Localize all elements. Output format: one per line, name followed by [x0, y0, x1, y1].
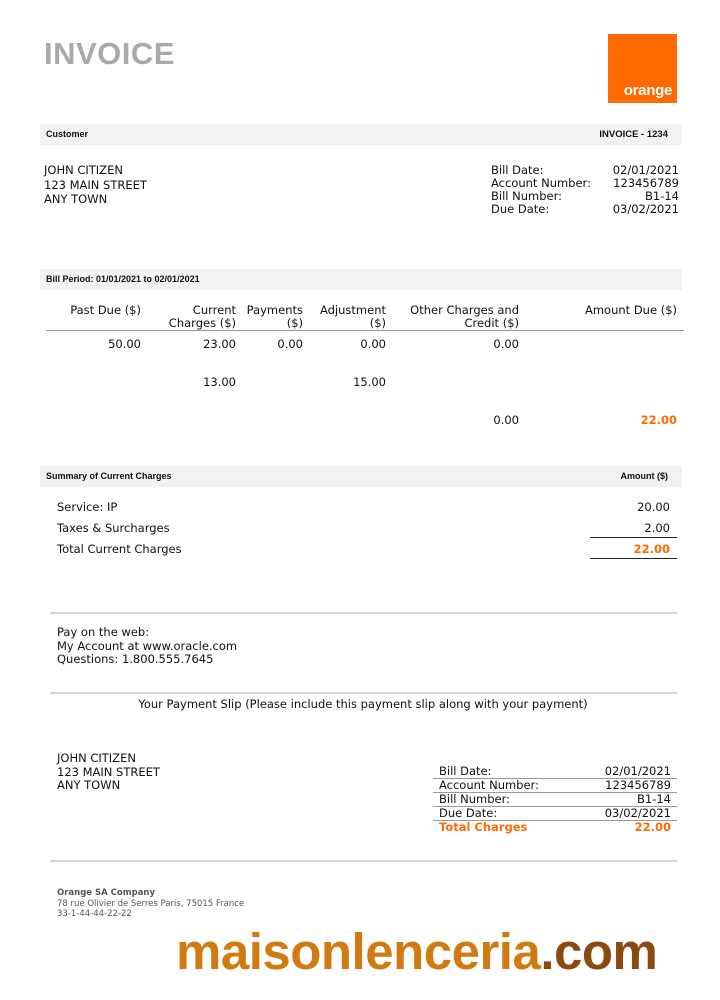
due-date-value: 03/02/2021	[612, 202, 679, 216]
summary-item-label: Service: IP	[57, 500, 118, 514]
account-number-value: 123456789	[613, 176, 679, 190]
company-name: Orange SA Company	[57, 888, 156, 898]
bill-period-bar	[40, 269, 682, 290]
total-bottom-rule	[590, 558, 677, 559]
col-past-due	[40, 304, 141, 317]
col-header-text: Other Charges and	[410, 303, 519, 317]
due-date-label: Due Date:	[491, 202, 550, 216]
bill-info-row	[491, 202, 679, 216]
slip-row-value: 123456789	[605, 778, 671, 792]
account-number-label: Account Number:	[491, 176, 591, 190]
payment-slip-title: Your Payment Slip (Please include this payment slip along with your payment)	[138, 697, 588, 711]
customer-label: Customer	[46, 129, 89, 139]
slip-table	[433, 764, 677, 836]
slip-address	[57, 752, 160, 793]
slip-row	[439, 806, 671, 820]
bill-date-value: 02/01/2021	[612, 163, 679, 177]
orange-logo	[608, 34, 677, 103]
payment-info-line: Questions: 1.800.555.7645	[57, 652, 214, 666]
watermark-tld: .com	[540, 923, 658, 980]
col-header-text: Payments	[246, 303, 303, 317]
col-header-text: Past Due ($)	[70, 303, 141, 317]
payment-info	[57, 626, 237, 667]
company-phone: 33-1-44-44-22-22	[57, 909, 132, 919]
summary-item-value: 20.00	[637, 500, 670, 514]
slip-total-label: Total Charges	[439, 820, 528, 834]
customer-town: ANY TOWN	[44, 192, 108, 206]
slip-row-label: Due Date:	[439, 806, 498, 820]
slip-name: JOHN CITIZEN	[57, 751, 136, 765]
slip-row-label: Bill Date:	[439, 764, 492, 778]
invoice-title: INVOICE	[44, 36, 175, 71]
row3-amount-due: 22.00	[640, 413, 677, 427]
total-top-rule	[590, 537, 677, 538]
summary-item-label: Taxes & Surcharges	[57, 521, 170, 535]
invoice-ref: INVOICE - 1234	[599, 129, 668, 140]
col-header-text: Credit ($)	[464, 316, 519, 330]
slip-row-label: Bill Number:	[439, 792, 510, 806]
row2-current: 13.00	[203, 375, 236, 389]
slip-total-value: 22.00	[634, 820, 671, 834]
watermark	[176, 922, 657, 981]
col-header-text: Amount Due ($)	[584, 303, 677, 317]
table-header-divider	[46, 330, 684, 331]
total-current-charges-value: 22.00	[633, 542, 670, 556]
row1-current: 23.00	[203, 337, 236, 351]
row1-other: 0.00	[493, 337, 519, 351]
row2-adjustment: 15.00	[353, 375, 386, 389]
bill-date-label: Bill Date:	[491, 163, 544, 177]
slip-row	[439, 778, 671, 792]
section-divider	[50, 692, 677, 694]
logo-text: orange	[623, 82, 672, 99]
row1-past-due: 50.00	[108, 337, 141, 351]
bill-info	[491, 163, 679, 219]
bill-info-row	[491, 189, 679, 203]
summary-bar	[40, 466, 682, 487]
col-header-text: ($)	[286, 316, 303, 330]
payment-info-line: My Account at www.oracle.com	[57, 638, 238, 653]
slip-row-value: 02/01/2021	[604, 764, 671, 778]
summary-item-value: 2.00	[644, 521, 670, 535]
col-header-text: Charges ($)	[168, 316, 236, 330]
slip-row	[439, 792, 671, 806]
bill-period-label: Bill Period: 01/01/2021 to 02/01/2021	[46, 274, 200, 284]
section-divider	[50, 860, 677, 862]
slip-row-label: Account Number:	[439, 778, 539, 792]
col-payments	[240, 304, 303, 330]
col-header-text: ($)	[369, 316, 386, 330]
col-header-text: Current	[192, 303, 236, 317]
bill-info-row	[491, 176, 679, 190]
customer-address	[44, 163, 147, 207]
slip-row	[439, 764, 671, 778]
payment-info-line: Pay on the web:	[57, 625, 150, 639]
customer-street: 123 MAIN STREET	[44, 177, 147, 192]
row1-payments: 0.00	[277, 337, 303, 351]
total-current-charges-label: Total Current Charges	[57, 542, 182, 556]
col-amount-due	[560, 304, 677, 317]
row3-other: 0.00	[493, 413, 519, 427]
slip-town: ANY TOWN	[57, 778, 121, 792]
slip-row-value: B1-14	[637, 792, 671, 806]
slip-street: 123 MAIN STREET	[57, 764, 160, 779]
summary-amount-label: Amount ($)	[620, 471, 668, 481]
bill-number-label: Bill Number:	[491, 189, 562, 203]
watermark-main: maisonlenceria	[176, 923, 541, 980]
slip-total-row	[439, 820, 671, 834]
col-current-charges	[150, 304, 236, 330]
col-other-charges	[395, 304, 519, 330]
col-adjustment	[310, 304, 386, 330]
row1-adjustment: 0.00	[360, 337, 386, 351]
company-footer	[57, 888, 244, 920]
slip-row-value: 03/02/2021	[604, 806, 671, 820]
bill-info-row	[491, 163, 679, 177]
summary-label: Summary of Current Charges	[46, 471, 172, 481]
customer-bar	[40, 124, 682, 145]
customer-name: JOHN CITIZEN	[44, 163, 123, 177]
col-header-text: Adjustment	[319, 303, 386, 317]
company-address: 78 rue Olivier de Serres Paris, 75015 France	[57, 898, 245, 909]
section-divider	[50, 612, 677, 614]
bill-number-value: B1-14	[645, 189, 679, 203]
